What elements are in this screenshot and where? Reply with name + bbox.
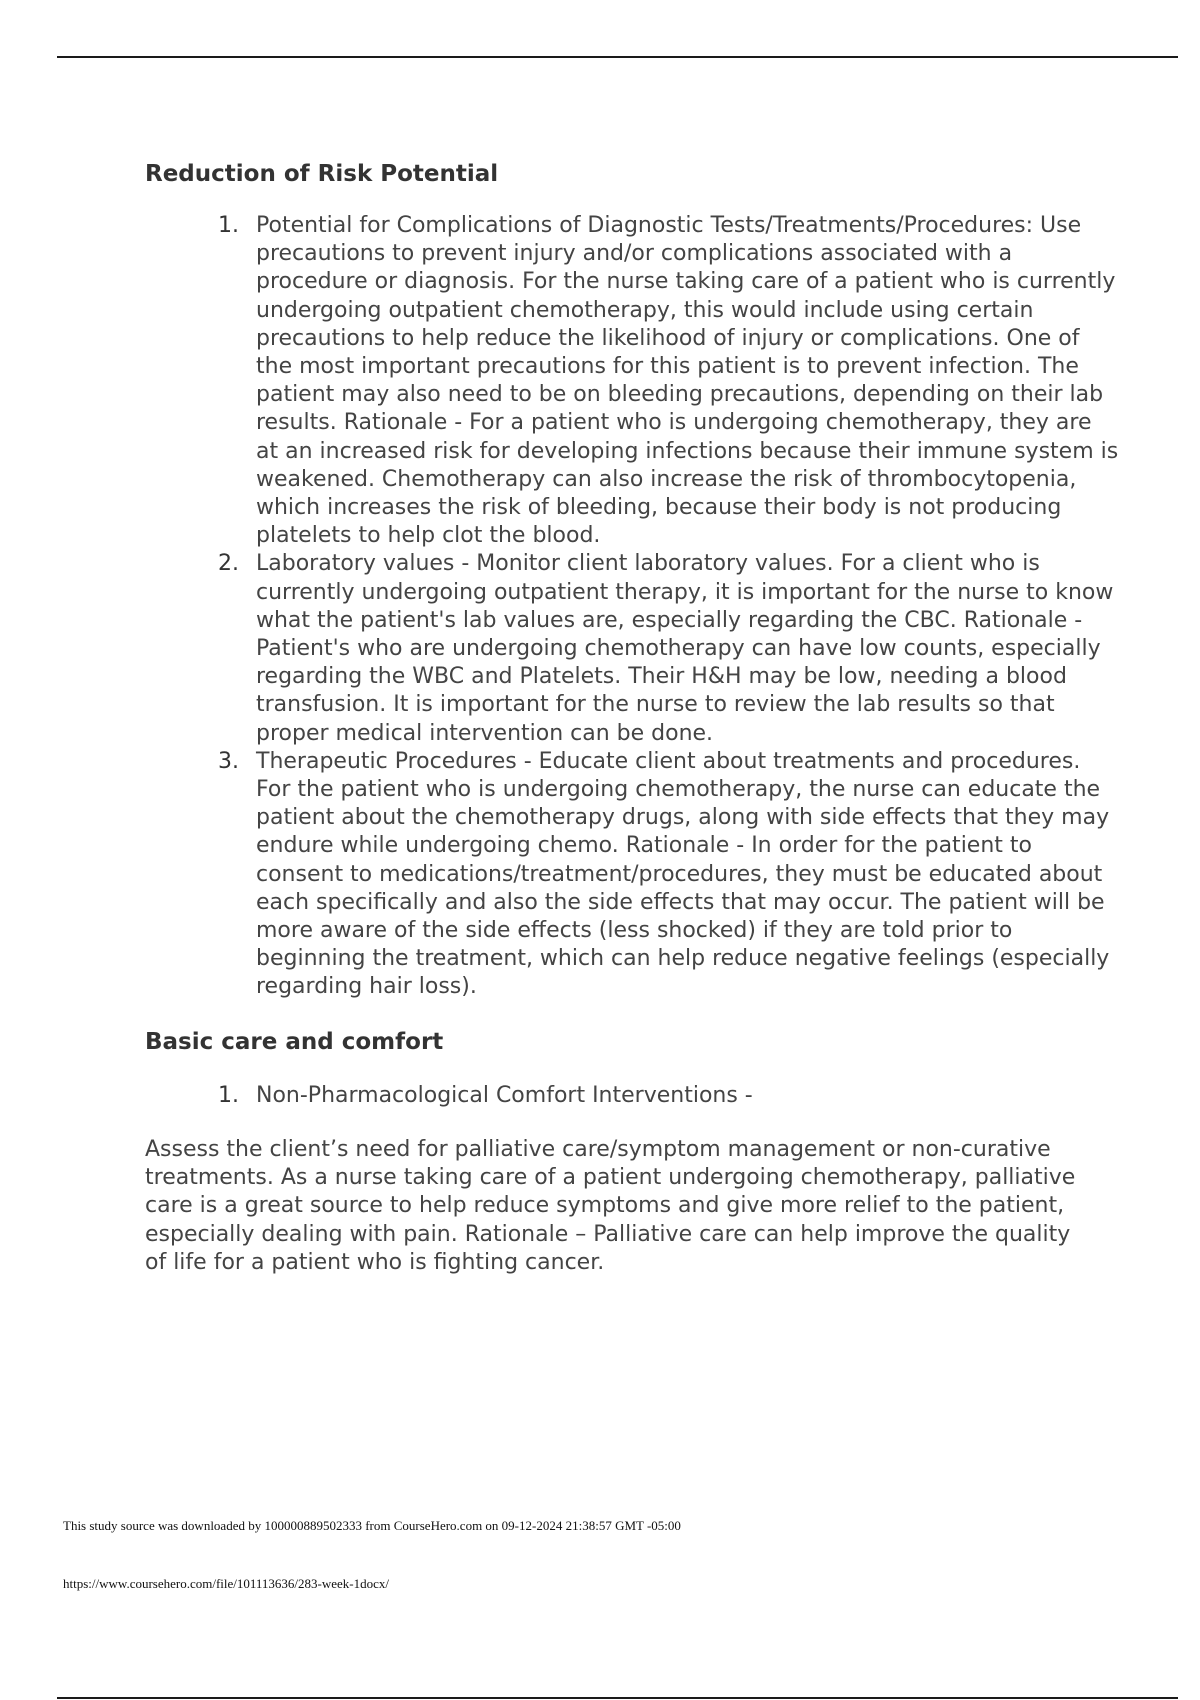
list-item-number: 3.: [218, 748, 239, 774]
list-item: [145, 748, 1120, 1002]
section-heading-basic-care: Basic care and comfort: [145, 1028, 444, 1055]
list-item-text: Potential for Complications of Diagnostic Tests/Treatments/Procedures: Use precautions to prevent injury and/or complications associated with a procedure or diagnosis. For the nurse taking care of a patient who is currently undergoing outpatient chemotherapy, this would include using certain precautions to help reduce the likelihood of injury or complications. One of the most important precautions for this patient is to prevent infection. The patient may also need to be on bleeding precautions, depending on their lab results. Rationale - For a patient who is undergoing chemotherapy, they are at an increased risk for developing infections because their immune system is weakened. Chemotherapy can also increase the risk of thrombocytopenia, which increases the risk of bleeding, because their body is not producing platelets to help clot the blood.: [256, 213, 1119, 549]
list-item-text: Therapeutic Procedures - Educate client about treatments and procedures. For the patient who is undergoing chemotherapy, the nurse can educate the patient about the chemotherapy drugs, along with side effects that they may endure while undergoing chemo. Rationale - In order for the patient to consent to medications/treatment/procedures, they must be educated about each specifically and also the side effects that may occur. The patient will be more aware of the side effects (less shocked) if they are told prior to beginning the treatment, which can help reduce negative feelings (especially regarding hair loss).: [256, 748, 1110, 1000]
basic-care-list: [145, 1082, 1095, 1110]
list-item-number: 1.: [218, 1082, 239, 1108]
list-item: [145, 1082, 1095, 1110]
list-item-number: 1.: [218, 213, 239, 238]
list-item: [145, 550, 1120, 747]
basic-care-paragraph: Assess the client’s need for palliative care/symptom management or non-curative treatments. As a nurse taking care of a patient undergoing chemotherapy, palliative care is a great source to help reduce symptoms and give more relief to the patient, especially dealing with pain. Rationale – Palliative care can help improve the quality of life for a patient who is fighting cancer.: [145, 1136, 1076, 1275]
list-item-text: Laboratory values - Monitor client laboratory values. For a client who is currently undergoing outpatient therapy, it is important for the nurse to know what the patient's lab values are, especially regarding the CBC. Rationale - Patient's who are undergoing chemotherapy can have low counts, especially regarding the WBC and Platelets. Their H&H may be low, needing a blood transfusion. It is important for the nurse to review the lab results so that proper medical intervention can be done.: [256, 551, 1114, 746]
reduction-risk-list: [145, 212, 1120, 1002]
list-item-number: 2.: [218, 551, 239, 577]
download-source-note: This study source was downloaded by 100000889502333 from CourseHero.com on 09-12-2024 21:38:57 GMT -05:00: [63, 1518, 681, 1533]
list-item-text: Non-Pharmacological Comfort Interventions -: [256, 1082, 753, 1108]
top-rule: [57, 56, 1178, 58]
section-heading-reduction-of-risk: Reduction of Risk Potential: [145, 161, 499, 187]
list-item: [145, 212, 1120, 550]
bottom-rule: [57, 1697, 1178, 1699]
document-body: [145, 158, 1119, 1299]
source-url: https://www.coursehero.com/file/101113636/283-week-1docx/: [63, 1576, 390, 1591]
